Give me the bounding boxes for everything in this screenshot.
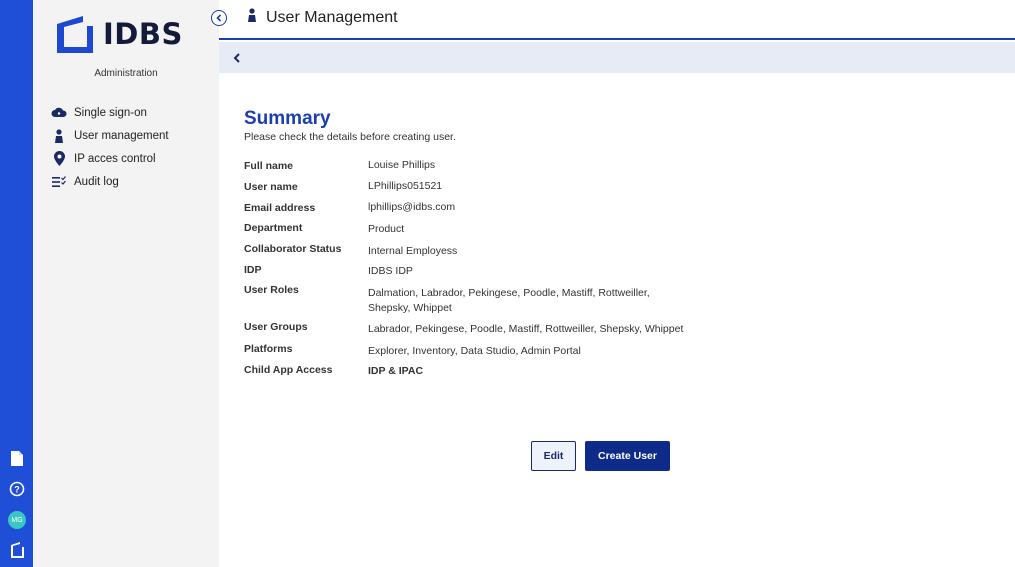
field-label: Platforms (244, 343, 293, 355)
summary-subtitle: Please check the details before creating user. (244, 131, 456, 143)
field-label: User Roles (244, 284, 299, 296)
svg-text:?: ? (14, 484, 20, 495)
page-title (247, 8, 398, 27)
logo-text: IDBS (103, 17, 183, 51)
sidebar-item-label: User management (74, 129, 169, 142)
sidebar-item-single-sign-on[interactable] (51, 101, 169, 124)
avatar-initials: MG (8, 511, 26, 529)
field-label: Department (244, 222, 303, 234)
field-value: Internal Employess (368, 245, 458, 257)
field-value: lphillips@idbs.com (368, 201, 456, 213)
field-value: IDP & IPAC (368, 365, 424, 377)
edit-button[interactable]: Edit (531, 441, 576, 471)
summary-title: Summary (244, 108, 331, 129)
sidebar-nav (51, 101, 169, 193)
document-icon[interactable] (8, 449, 26, 467)
sidebar-item-label: Single sign-on (74, 106, 147, 119)
sidebar-item-ip-access-control[interactable] (51, 147, 169, 170)
field-value: Product (368, 223, 405, 235)
field-value: IDBS IDP (368, 265, 413, 277)
idbs-logo-icon[interactable] (8, 541, 26, 559)
back-button[interactable] (227, 48, 247, 68)
person-icon (247, 8, 257, 27)
section-label: Administration (94, 68, 158, 79)
field-label: User name (244, 181, 298, 193)
collapse-sidebar-icon[interactable] (211, 10, 227, 26)
sub-toolbar (219, 42, 1015, 73)
location-pin-icon (51, 151, 67, 167)
sidebar-item-user-management[interactable] (51, 124, 169, 147)
app-rail (0, 0, 33, 567)
cloud-icon (51, 105, 67, 121)
idbs-logo-mark-icon (55, 14, 95, 54)
chevron-left-icon (233, 53, 241, 63)
field-value: Dalmation, Labrador, Pekingese, Poodle, Mastiff, Rottweiller, Shepsky, Whippet (368, 287, 650, 314)
sidebar-item-audit-log[interactable] (51, 170, 169, 193)
summary-section (244, 108, 684, 377)
user-avatar[interactable] (8, 511, 26, 529)
field-value: Louise Phillips (368, 159, 436, 171)
field-label: IDP (244, 264, 262, 276)
field-label: Collaborator Status (244, 243, 342, 255)
list-check-icon (51, 174, 67, 190)
field-label: Email address (244, 202, 316, 214)
create-user-button[interactable]: Create User (585, 441, 670, 471)
idbs-logo (55, 14, 183, 54)
sidebar-item-label: IP acces control (74, 152, 156, 165)
field-label: Full name (244, 160, 294, 172)
field-value: LPhillips051521 (368, 180, 443, 192)
field-label: Child App Access (244, 364, 333, 376)
sidebar (33, 0, 219, 567)
sidebar-item-label: Audit log (74, 175, 119, 188)
page-header (219, 0, 1015, 40)
person-icon (51, 128, 67, 144)
field-value: Explorer, Inventory, Data Studio, Admin Portal (368, 345, 581, 357)
help-icon[interactable] (8, 480, 26, 498)
page-title-text: User Management (266, 8, 398, 26)
field-value: Labrador, Pekingese, Poodle, Mastiff, Rottweiller, Shepsky, Whippet (368, 323, 684, 335)
field-label: User Groups (244, 321, 308, 333)
